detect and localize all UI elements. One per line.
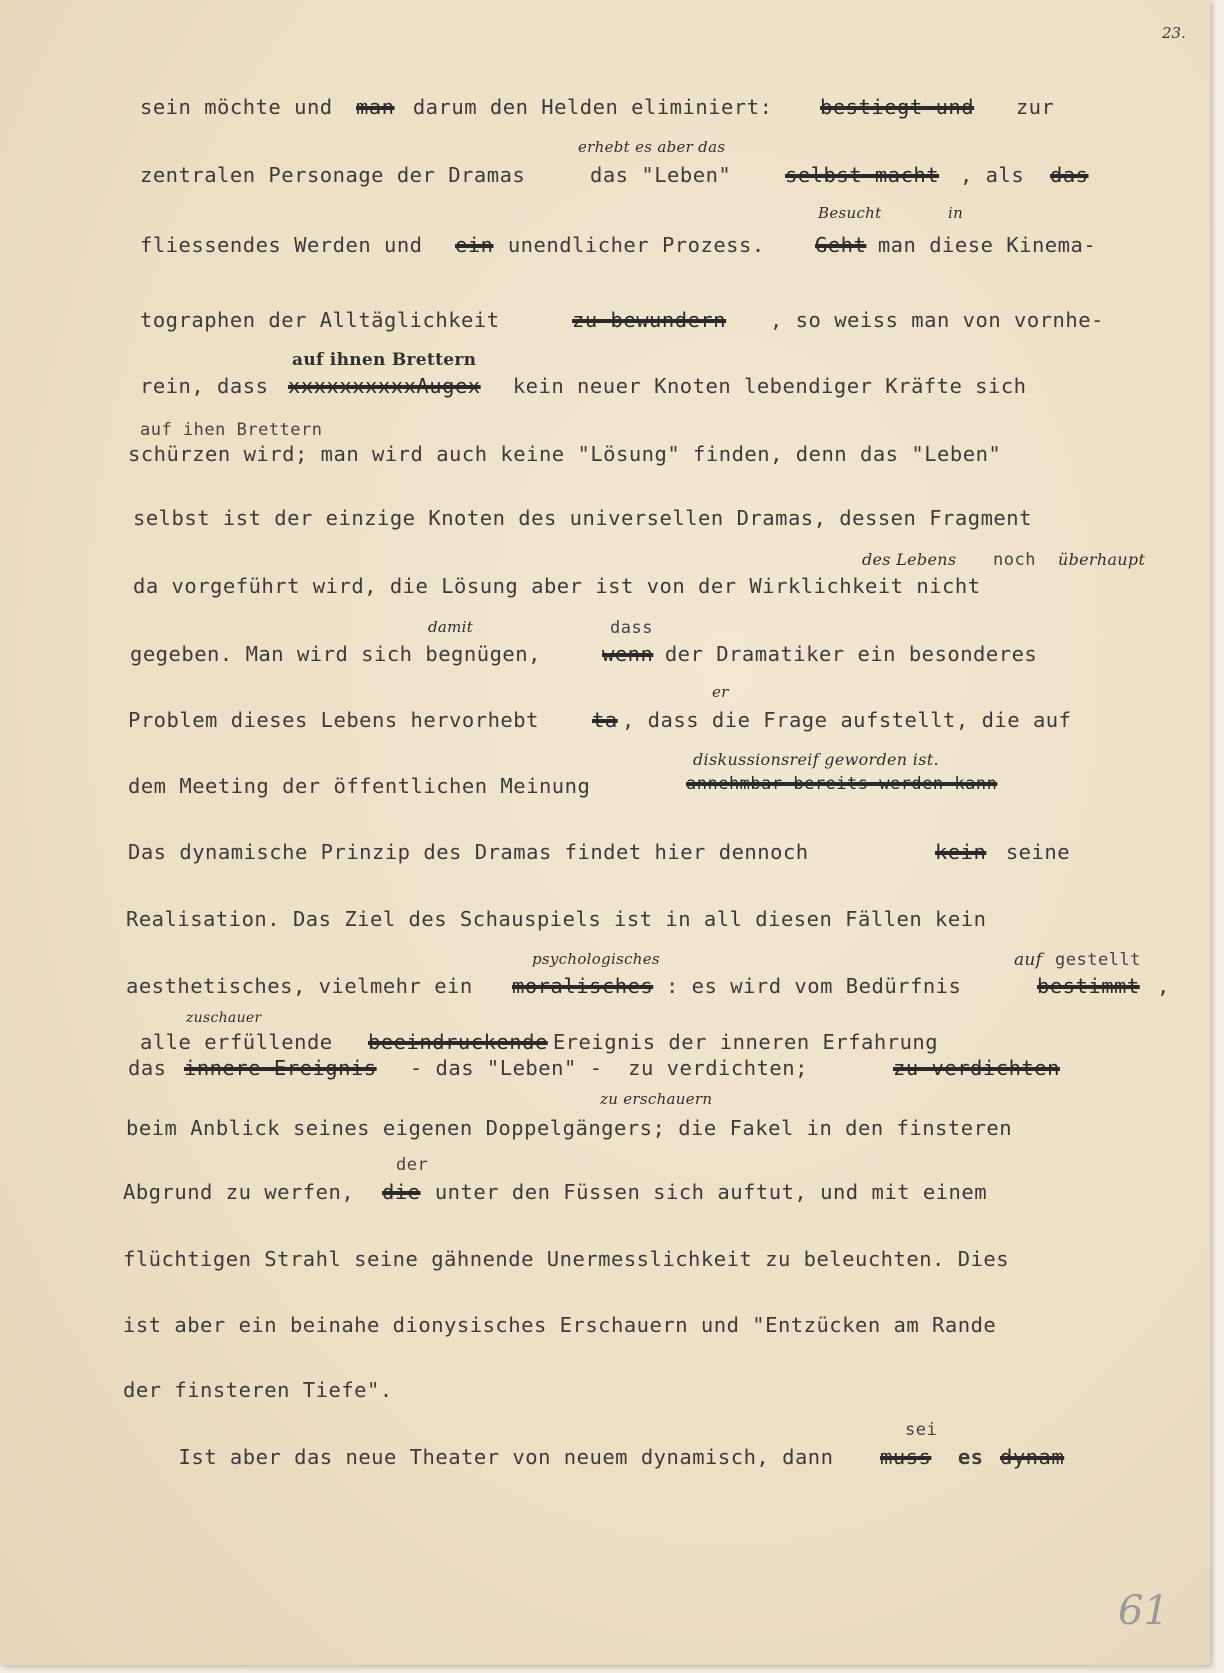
text-line-17 bbox=[0, 1116, 1210, 1146]
line-text: , bbox=[1157, 974, 1170, 998]
line-text: der finsteren Tiefe". bbox=[123, 1378, 393, 1402]
line-text: ist aber ein beinahe dionysisches Erschauern und "Entzücken am Rande bbox=[123, 1313, 997, 1337]
text-line-20 bbox=[0, 1313, 1210, 1343]
line-text: kein neuer Knoten lebendiger Kräfte sich bbox=[500, 374, 1027, 398]
line-text: der Dramatiker ein besonderes bbox=[652, 642, 1038, 666]
handwritten-insertion: diskussionsreif geworden ist. bbox=[693, 750, 939, 769]
line-text: gegeben. Man wird sich begnügen, bbox=[130, 642, 554, 666]
insertion-line-22 bbox=[0, 1420, 1210, 1444]
text-line-2 bbox=[0, 163, 1210, 193]
text-line-1 bbox=[0, 95, 1210, 125]
line-text: , als bbox=[960, 163, 1038, 187]
typed-insertion: noch bbox=[993, 550, 1036, 570]
handwritten-insertion: erhebt es aber das bbox=[578, 138, 726, 156]
insertion-line-18 bbox=[0, 1155, 1210, 1179]
text-line-3 bbox=[0, 233, 1210, 263]
line-text: aesthetisches, vielmehr ein bbox=[126, 974, 486, 998]
line-text: Abgrund zu werfen, bbox=[123, 1180, 367, 1204]
line-text: da vorgeführt wird, die Lösung aber ist von der Wirklichkeit nicht bbox=[133, 574, 981, 598]
struck-word: das bbox=[1050, 163, 1089, 187]
line-text: , so weiss man von vornhe- bbox=[770, 308, 1104, 332]
line-text: das bbox=[128, 1056, 180, 1080]
insertion-line-3 bbox=[0, 204, 1210, 226]
struck-word: moralisches bbox=[512, 974, 654, 998]
typed-insertion: der bbox=[396, 1155, 429, 1175]
struck-word: wenn bbox=[602, 642, 654, 666]
line-text: dem Meeting der öffentlichen Meinung bbox=[128, 774, 604, 798]
line-text: rein, dass bbox=[140, 374, 282, 398]
struck-word: ein bbox=[455, 233, 494, 257]
handwritten-insertion: psychologisches bbox=[532, 950, 660, 968]
line-text: - das "Leben" - zu verdichten; bbox=[397, 1056, 821, 1080]
insertion-line-9 bbox=[0, 618, 1210, 644]
text-line-11 bbox=[0, 774, 1210, 804]
line-text: Das dynamische Prinzip des Dramas findet hier dennoch bbox=[128, 840, 822, 864]
text-line-6 bbox=[0, 442, 1210, 472]
struck-word: selbst macht bbox=[785, 163, 940, 187]
struck-word: beeindruckende bbox=[368, 1030, 548, 1054]
text-line-9 bbox=[0, 642, 1210, 672]
line-text: : es wird vom Bedürfnis bbox=[666, 974, 975, 998]
typed-insertion: sei bbox=[905, 1420, 938, 1440]
line-text: unter den Füssen sich auftut, und mit einem bbox=[422, 1180, 988, 1204]
text-line-19 bbox=[0, 1247, 1210, 1277]
struck-word: die bbox=[382, 1180, 421, 1204]
insertion-line-5 bbox=[0, 350, 1210, 374]
page-number: 23. bbox=[1162, 24, 1186, 42]
typed-insertion: auf ihnen Brettern bbox=[292, 350, 477, 370]
line-text: darum den Helden eliminiert: bbox=[400, 95, 786, 119]
line-text: alle erfüllende bbox=[140, 1030, 346, 1054]
handwritten-insertion: überhaupt bbox=[1058, 550, 1146, 569]
insertion-line-14 bbox=[0, 950, 1210, 974]
insertion-line-2 bbox=[0, 138, 1210, 160]
struck-word: dynam bbox=[1000, 1445, 1065, 1469]
struck-word: muss bbox=[880, 1445, 932, 1469]
handwritten-insertion: des Lebens bbox=[862, 550, 957, 569]
line-text: unendlicher Prozess. bbox=[495, 233, 778, 257]
folio-number: 61 bbox=[1118, 1588, 1169, 1634]
handwritten-insertion: Besucht bbox=[818, 204, 882, 222]
handwritten-insertion: auf bbox=[1014, 950, 1043, 970]
struck-word: ta bbox=[592, 708, 618, 732]
line-text: seine bbox=[993, 840, 1071, 864]
handwritten-insertion: er bbox=[712, 683, 729, 701]
struck-word: zu bewundern bbox=[572, 308, 727, 332]
typed-insertion: auf ihen Brettern bbox=[140, 420, 323, 440]
text-line-12 bbox=[0, 840, 1210, 870]
text-line-22 bbox=[0, 1445, 1210, 1475]
insertion-line-11 bbox=[0, 750, 1210, 774]
struck-word: bestiegt und bbox=[820, 95, 975, 119]
insertion-line-8 bbox=[0, 550, 1210, 576]
line-text: Problem dieses Lebens hervorhebt bbox=[128, 708, 539, 732]
text-line-4 bbox=[0, 308, 1210, 338]
line-text: schürzen wird; man wird auch keine "Lösung" finden, denn das "Leben" bbox=[128, 442, 1002, 466]
text-line-14 bbox=[0, 974, 1210, 1004]
insertion-line-17 bbox=[0, 1090, 1210, 1114]
text-line-13 bbox=[0, 907, 1210, 937]
text-line-10 bbox=[0, 708, 1210, 738]
handwritten-insertion: damit bbox=[428, 618, 474, 636]
line-text: selbst ist der einzige Knoten des universellen Dramas, dessen Fragment bbox=[133, 506, 1032, 530]
struck-word: zu verdichten bbox=[893, 1056, 1060, 1080]
insertion-line-10 bbox=[0, 683, 1210, 705]
text-line-16 bbox=[0, 1056, 1210, 1086]
line-text: tographen der Alltäglichkeit bbox=[140, 308, 513, 332]
struck-word: xxxxxxxxxxAugex bbox=[288, 374, 481, 398]
line-text: sein möchte und bbox=[140, 95, 346, 119]
typed-insertion: gestellt bbox=[1055, 950, 1141, 970]
insertion-line-6 bbox=[0, 420, 1210, 444]
struck-word: man bbox=[356, 95, 395, 119]
struck-word: innere Ereignis bbox=[184, 1056, 377, 1080]
line-text: zur bbox=[1003, 95, 1055, 119]
line-text: Ist aber das neue Theater von neuem dynamisch, dann bbox=[140, 1445, 847, 1469]
struck-word: annehmbar bereits werden kann bbox=[686, 774, 998, 794]
line-text: beim Anblick seines eigenen Doppelgängers; die Fakel in den finsteren bbox=[126, 1116, 1013, 1140]
struck-word: Geht bbox=[815, 233, 867, 257]
struck-word: kein bbox=[935, 840, 987, 864]
line-text: das "Leben" bbox=[590, 163, 745, 187]
text-line-18 bbox=[0, 1180, 1210, 1210]
line-text: fliessendes Werden und bbox=[140, 233, 436, 257]
line-text: zentralen Personage der Dramas bbox=[140, 163, 539, 187]
insertion-line-15 bbox=[0, 1010, 1210, 1032]
handwritten-insertion: zu erschauern bbox=[600, 1090, 713, 1108]
line-text: Realisation. Das Ziel des Schauspiels ist in all diesen Fällen kein bbox=[126, 907, 987, 931]
handwritten-insertion: zuschauer bbox=[186, 1010, 262, 1026]
line-text: Ereignis der inneren Erfahrung bbox=[540, 1030, 939, 1054]
line-text: , dass die Frage aufstellt, die auf bbox=[622, 708, 1072, 732]
line-text: es bbox=[945, 1445, 997, 1469]
text-line-5 bbox=[0, 374, 1210, 404]
typed-insertion: dass bbox=[610, 618, 653, 638]
handwritten-insertion: in bbox=[948, 204, 964, 222]
text-line-8 bbox=[0, 574, 1210, 604]
text-line-7 bbox=[0, 506, 1210, 536]
line-text: man diese Kinema- bbox=[865, 233, 1097, 257]
line-text: flüchtigen Strahl seine gähnende Unermesslichkeit zu beleuchten. Dies bbox=[123, 1247, 1010, 1271]
text-line-21 bbox=[0, 1378, 1210, 1408]
struck-word: bestimmt bbox=[1037, 974, 1140, 998]
